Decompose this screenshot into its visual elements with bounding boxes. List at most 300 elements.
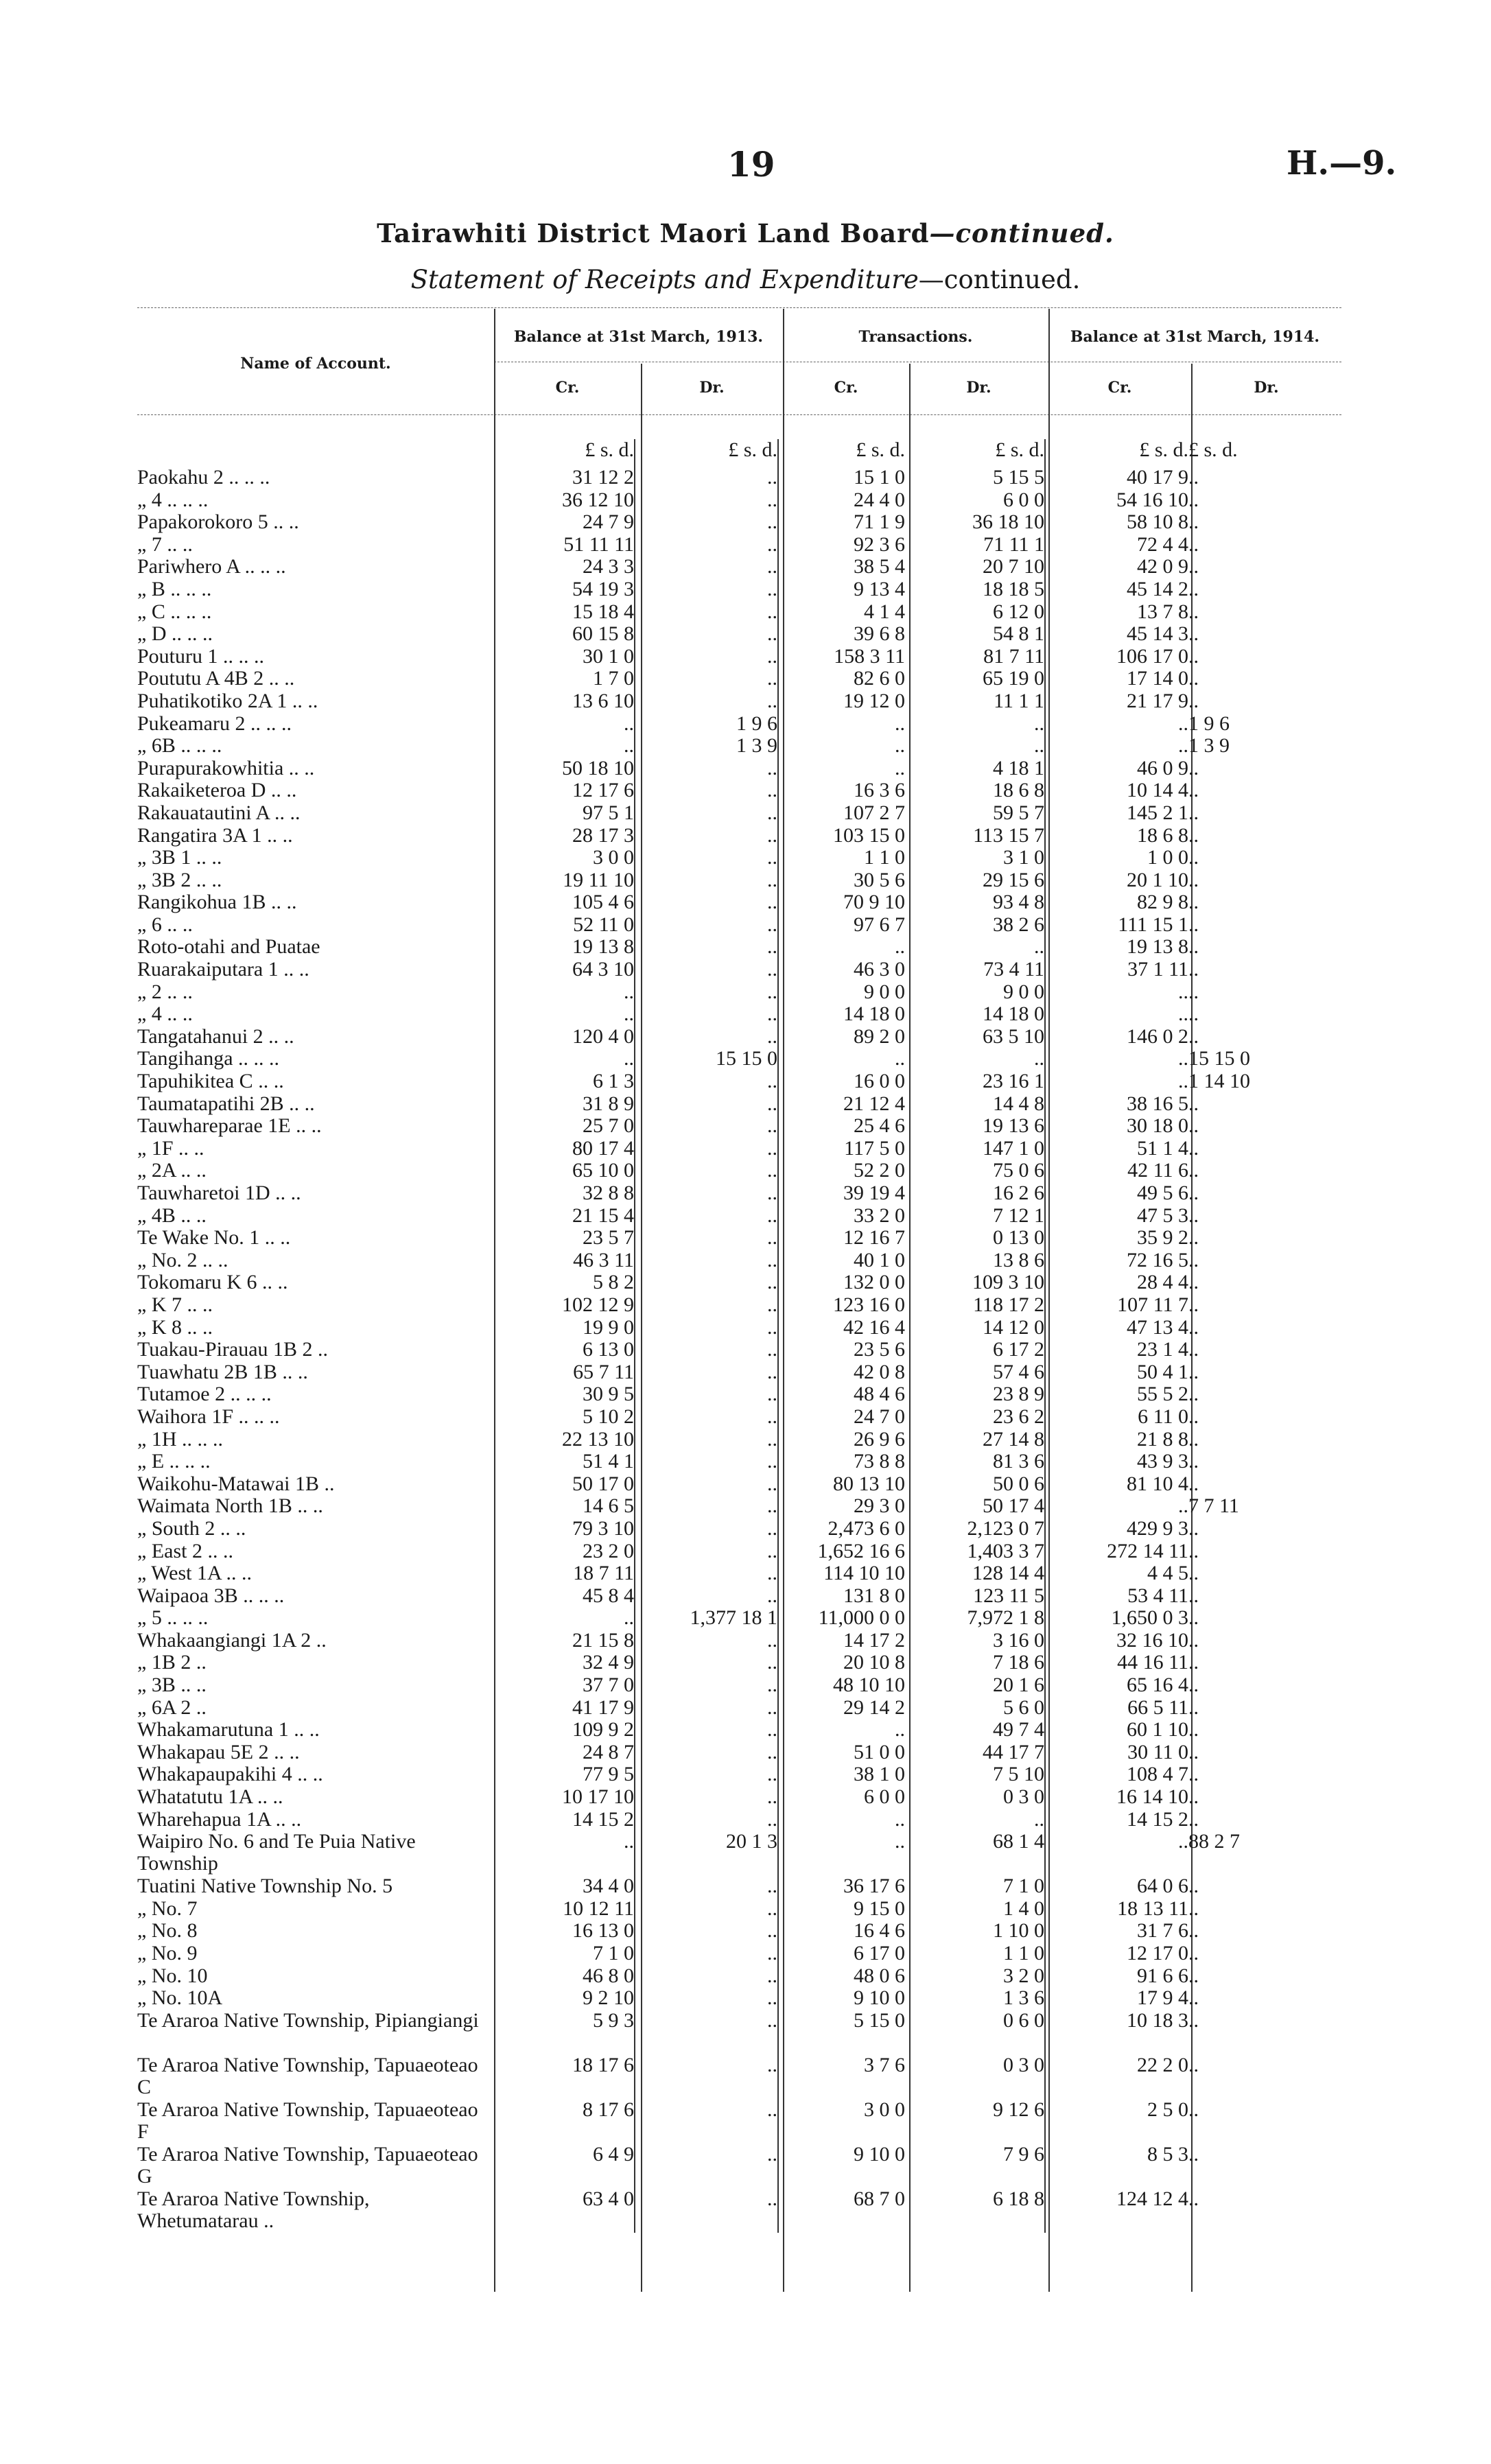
units-label: £ s. d. bbox=[905, 439, 1045, 467]
balance-1913-cr: .. bbox=[487, 713, 635, 736]
balance-1914-cr: 45 14 2 bbox=[1127, 577, 1188, 600]
units-row bbox=[137, 439, 1317, 467]
transactions-dr: 57 4 6 bbox=[905, 1361, 1045, 1384]
account-name: Rangatira 3A 1 .. .. bbox=[137, 823, 293, 847]
table-row bbox=[137, 758, 1317, 780]
balance-1914-cr: 53 4 11 bbox=[1127, 1584, 1188, 1607]
balance-1914-cr: 21 17 9 bbox=[1127, 689, 1188, 712]
balance-1913-cr: 18 17 6 bbox=[487, 2054, 635, 2099]
balance-1913-dr: .. bbox=[635, 1786, 778, 1809]
transactions-dr: 1 1 0 bbox=[905, 1943, 1045, 1965]
balance-1914-dr: .. bbox=[1188, 958, 1199, 981]
account-name: „ K 8 .. .. bbox=[137, 1315, 213, 1339]
balance-1913-dr: .. bbox=[635, 825, 778, 847]
balance-1913-cr: .. bbox=[487, 735, 635, 758]
table-row bbox=[137, 1607, 1317, 1630]
balance-1914-dr: .. bbox=[1188, 1807, 1199, 1831]
transactions-cr: 48 10 10 bbox=[833, 1674, 905, 1697]
balance-1914-dr: .. bbox=[1188, 823, 1199, 847]
table-row bbox=[137, 1115, 1317, 1138]
transactions-dr: 147 1 0 bbox=[905, 1138, 1045, 1160]
transactions-dr: 54 8 1 bbox=[905, 623, 1045, 646]
table-row bbox=[137, 825, 1317, 847]
balance-1914-cr: 20 1 10 bbox=[1127, 868, 1188, 891]
balance-1914-dr: .. bbox=[1188, 1092, 1199, 1115]
account-name: Tuatini Native Township No. 5 bbox=[137, 1875, 393, 1898]
header-name-of-account: Name of Account. bbox=[240, 355, 391, 373]
table-row bbox=[137, 646, 1317, 668]
account-name: Waipaoa 3B .. .. .. bbox=[137, 1584, 285, 1607]
balance-1914-cr: .. bbox=[1178, 734, 1188, 758]
balance-1914-cr: 42 11 6 bbox=[1127, 1159, 1188, 1182]
balance-1913-dr: .. bbox=[635, 1540, 778, 1563]
balance-1913-cr: 14 15 2 bbox=[487, 1809, 635, 1831]
transactions-cr: 11,000 0 0 bbox=[818, 1606, 905, 1630]
balance-1914-cr: 49 5 6 bbox=[1137, 1182, 1188, 1204]
account-name: Poututu A 4B 2 .. .. bbox=[137, 667, 295, 690]
balance-1913-cr: 19 9 0 bbox=[487, 1317, 635, 1339]
table-row bbox=[137, 1585, 1317, 1608]
balance-1914-dr: .. bbox=[1188, 1584, 1199, 1607]
balance-1914-cr: 22 2 0 bbox=[1137, 2053, 1188, 2076]
transactions-dr: 14 4 8 bbox=[905, 1093, 1045, 1116]
balance-1914-cr: 10 14 4 bbox=[1127, 779, 1188, 802]
balance-1913-dr: 1,377 18 1 bbox=[635, 1607, 778, 1630]
account-name: Tauwharetoi 1D .. .. bbox=[137, 1182, 301, 1204]
table-row bbox=[137, 1741, 1317, 1764]
transactions-dr: 3 1 0 bbox=[905, 847, 1045, 869]
table-row bbox=[137, 2010, 1317, 2054]
balance-1913-dr: 15 15 0 bbox=[635, 1048, 778, 1070]
balance-1913-cr: 46 3 11 bbox=[487, 1249, 635, 1272]
balance-1913-cr: 51 11 11 bbox=[487, 534, 635, 556]
transactions-dr: 109 3 10 bbox=[905, 1271, 1045, 1294]
transactions-dr: .. bbox=[905, 735, 1045, 758]
balance-1913-cr: 54 19 3 bbox=[487, 578, 635, 601]
account-name: „ 3B .. .. bbox=[137, 1674, 207, 1697]
balance-1913-dr: .. bbox=[635, 2054, 778, 2099]
balance-1913-dr: .. bbox=[635, 511, 778, 534]
balance-1914-cr: 47 13 4 bbox=[1127, 1315, 1188, 1339]
balance-1914-cr: 146 0 2 bbox=[1127, 1024, 1188, 1048]
transactions-dr: 75 0 6 bbox=[905, 1160, 1045, 1182]
header-transactions: Transactions. bbox=[858, 328, 973, 346]
table-row bbox=[137, 601, 1317, 624]
balance-1913-cr: 21 15 8 bbox=[487, 1630, 635, 1652]
transactions-dr: 36 18 10 bbox=[905, 511, 1045, 534]
balance-1913-dr: .. bbox=[635, 1429, 778, 1451]
balance-1914-cr: 14 15 2 bbox=[1127, 1807, 1188, 1831]
balance-1914-dr: .. bbox=[1188, 2053, 1199, 2076]
transactions-dr: 6 17 2 bbox=[905, 1339, 1045, 1361]
balance-1914-cr: 35 9 2 bbox=[1137, 1226, 1188, 1249]
balance-1913-dr: .. bbox=[635, 869, 778, 892]
transactions-dr: 118 17 2 bbox=[905, 1294, 1045, 1317]
balance-1914-cr: 16 14 10 bbox=[1116, 1785, 1188, 1809]
transactions-dr: 14 12 0 bbox=[905, 1317, 1045, 1339]
account-name: „ 5 .. .. .. bbox=[137, 1606, 209, 1630]
account-name: „ No. 7 bbox=[137, 1897, 198, 1920]
balance-1913-dr: .. bbox=[635, 1271, 778, 1294]
transactions-cr: 3 0 0 bbox=[864, 2098, 905, 2121]
balance-1914-dr: .. bbox=[1188, 622, 1199, 646]
transactions-cr: 1,652 16 6 bbox=[817, 1539, 905, 1562]
balance-1914-cr: 23 1 4 bbox=[1137, 1338, 1188, 1361]
balance-1913-dr: .. bbox=[635, 1138, 778, 1160]
transactions-dr: 20 1 6 bbox=[905, 1674, 1045, 1697]
transactions-cr: 21 12 4 bbox=[843, 1092, 905, 1115]
transactions-dr: 23 6 2 bbox=[905, 1406, 1045, 1429]
balance-1913-cr: 5 10 2 bbox=[487, 1406, 635, 1429]
account-name: Whakapau 5E 2 .. .. bbox=[137, 1740, 300, 1763]
account-name: „ D .. .. .. bbox=[137, 622, 213, 646]
balance-1913-dr: .. bbox=[635, 1920, 778, 1943]
transactions-cr: 29 14 2 bbox=[843, 1696, 905, 1719]
table-row bbox=[137, 1048, 1317, 1070]
balance-1913-dr: .. bbox=[635, 1875, 778, 1898]
balance-1913-dr: .. bbox=[635, 534, 778, 556]
balance-1914-dr: .. bbox=[1188, 1785, 1199, 1809]
table-row bbox=[137, 2188, 1317, 2233]
transactions-dr: 7 1 0 bbox=[905, 1875, 1045, 1898]
transactions-dr: 23 8 9 bbox=[905, 1383, 1045, 1406]
balance-1914-cr: 50 4 1 bbox=[1137, 1360, 1188, 1383]
table-row bbox=[137, 1026, 1317, 1048]
balance-1913-dr: .. bbox=[635, 1182, 778, 1205]
balance-1913-dr: .. bbox=[635, 2099, 778, 2144]
balance-1914-cr: 12 17 0 bbox=[1127, 1942, 1188, 1964]
balance-1914-cr: 6 11 0 bbox=[1138, 1405, 1188, 1428]
transactions-dr: 3 16 0 bbox=[905, 1630, 1045, 1652]
balance-1914-dr: 7 7 11 bbox=[1188, 1494, 1239, 1518]
table-row bbox=[137, 1317, 1317, 1339]
title-suffix: —continued. bbox=[929, 218, 1114, 248]
balance-1914-dr: .. bbox=[1188, 1964, 1199, 1987]
balance-1914-cr: .. bbox=[1178, 1070, 1188, 1093]
balance-1914-cr: .. bbox=[1178, 1002, 1188, 1026]
balance-1914-cr: 51 1 4 bbox=[1137, 1136, 1188, 1160]
balance-1914-cr: 82 9 8 bbox=[1137, 891, 1188, 914]
balance-1914-dr: .. bbox=[1188, 2187, 1199, 2210]
transactions-dr: 1,403 3 7 bbox=[905, 1540, 1045, 1563]
balance-1913-cr: 37 7 0 bbox=[487, 1674, 635, 1697]
table-row bbox=[137, 1093, 1317, 1116]
balance-1914-dr: .. bbox=[1188, 1248, 1199, 1271]
balance-1913-cr: 32 4 9 bbox=[487, 1652, 635, 1674]
balance-1914-dr: .. bbox=[1188, 1293, 1199, 1316]
balance-1913-cr: 120 4 0 bbox=[487, 1026, 635, 1048]
transactions-dr: 7 5 10 bbox=[905, 1763, 1045, 1786]
account-name: „ West 1A .. .. bbox=[137, 1562, 253, 1585]
balance-1913-dr: .. bbox=[635, 1070, 778, 1093]
balance-1913-cr: 36 12 10 bbox=[487, 489, 635, 512]
balance-1914-dr: .. bbox=[1188, 756, 1199, 779]
balance-1914-dr: .. bbox=[1188, 2008, 1199, 2032]
table-row bbox=[137, 2099, 1317, 2144]
transactions-cr: 24 4 0 bbox=[854, 488, 905, 511]
balance-1913-dr: .. bbox=[635, 802, 778, 825]
transactions-dr: 1 3 6 bbox=[905, 1987, 1045, 2010]
transactions-cr: 40 1 0 bbox=[854, 1248, 905, 1271]
transactions-cr: .. bbox=[895, 712, 905, 735]
account-name: „ 4B .. .. bbox=[137, 1204, 207, 1227]
transactions-cr: 103 15 0 bbox=[833, 823, 905, 847]
transactions-dr: 16 2 6 bbox=[905, 1182, 1045, 1205]
transactions-cr: 9 0 0 bbox=[864, 980, 905, 1003]
balance-1914-cr: 107 11 7 bbox=[1117, 1293, 1188, 1316]
balance-1914-cr: .. bbox=[1178, 1830, 1188, 1853]
table-row bbox=[137, 2144, 1317, 2188]
balance-1913-cr: .. bbox=[487, 1003, 635, 1026]
transactions-dr: 59 5 7 bbox=[905, 802, 1045, 825]
balance-1913-cr: 3 0 0 bbox=[487, 847, 635, 869]
balance-1914-cr: 111 15 1 bbox=[1118, 913, 1188, 936]
balance-1914-cr: 106 17 0 bbox=[1116, 644, 1188, 668]
balance-1913-dr: .. bbox=[635, 489, 778, 512]
balance-1914-dr: .. bbox=[1188, 1226, 1199, 1249]
transactions-cr: 97 6 7 bbox=[854, 913, 905, 936]
balance-1914-cr: 108 4 7 bbox=[1127, 1763, 1188, 1786]
table-row bbox=[137, 511, 1317, 534]
account-name: Purapurakowhitia .. .. bbox=[137, 756, 315, 779]
balance-1913-cr: 12 17 6 bbox=[487, 779, 635, 802]
transactions-cr: .. bbox=[895, 734, 905, 758]
transactions-dr: .. bbox=[905, 1809, 1045, 1831]
transactions-cr: 38 5 4 bbox=[854, 555, 905, 578]
page-subtitle bbox=[0, 265, 1491, 294]
accounts-table-body bbox=[137, 439, 1317, 2233]
balance-1913-cr: 1 7 0 bbox=[487, 668, 635, 690]
balance-1914-dr: .. bbox=[1188, 801, 1199, 824]
balance-1913-dr: .. bbox=[635, 1809, 778, 1831]
account-name: „ No. 9 bbox=[137, 1942, 198, 1964]
table-row bbox=[137, 1182, 1317, 1205]
transactions-cr: 30 5 6 bbox=[854, 868, 905, 891]
table-row bbox=[137, 1138, 1317, 1160]
balance-1914-cr: 18 6 8 bbox=[1137, 823, 1188, 847]
balance-1914-dr: .. bbox=[1188, 667, 1199, 690]
balance-1914-dr: .. bbox=[1188, 1182, 1199, 1204]
balance-1913-cr: .. bbox=[487, 1048, 635, 1070]
balance-1914-cr: 38 16 5 bbox=[1127, 1092, 1188, 1115]
transactions-dr: 50 17 4 bbox=[905, 1495, 1045, 1518]
balance-1914-dr: .. bbox=[1188, 1360, 1199, 1383]
balance-1914-dr: 88 2 7 bbox=[1188, 1830, 1240, 1853]
transactions-dr: 20 7 10 bbox=[905, 556, 1045, 578]
account-name: Pouturu 1 .. .. .. bbox=[137, 644, 265, 668]
account-name: „ 6A 2 .. bbox=[137, 1696, 207, 1719]
balance-1914-dr: .. bbox=[1188, 1002, 1199, 1026]
table-row bbox=[137, 534, 1317, 556]
balance-1914-dr: .. bbox=[1188, 1159, 1199, 1182]
balance-1913-cr: 23 5 7 bbox=[487, 1227, 635, 1249]
table-row bbox=[137, 1831, 1317, 1875]
balance-1913-dr: .. bbox=[635, 1093, 778, 1116]
table-row bbox=[137, 1562, 1317, 1585]
transactions-dr: 44 17 7 bbox=[905, 1741, 1045, 1764]
table-row bbox=[137, 847, 1317, 869]
header-top-rule bbox=[137, 307, 1341, 308]
transactions-dr: 73 4 11 bbox=[905, 959, 1045, 981]
transactions-cr: 16 0 0 bbox=[854, 1070, 905, 1093]
balance-1914-dr: .. bbox=[1188, 1875, 1199, 1898]
balance-1913-dr: .. bbox=[635, 1763, 778, 1786]
account-name: Roto-otahi and Puatae bbox=[137, 935, 320, 959]
table-row bbox=[137, 869, 1317, 892]
balance-1914-cr: 32 16 10 bbox=[1116, 1628, 1188, 1652]
balance-1913-cr: 19 11 10 bbox=[487, 869, 635, 892]
account-name: „ 4 .. .. bbox=[137, 1002, 193, 1026]
transactions-dr: 6 18 8 bbox=[905, 2188, 1045, 2233]
account-name: Waihora 1F .. .. .. bbox=[137, 1405, 280, 1428]
account-name: Wharehapua 1A .. .. bbox=[137, 1807, 302, 1831]
balance-1913-cr: 97 5 1 bbox=[487, 802, 635, 825]
balance-1914-dr: .. bbox=[1188, 689, 1199, 712]
accounts-table bbox=[137, 439, 1317, 2233]
balance-1913-cr: 5 8 2 bbox=[487, 1271, 635, 1294]
page-title bbox=[0, 218, 1491, 248]
transactions-dr: 18 6 8 bbox=[905, 779, 1045, 802]
balance-1914-cr: 46 0 9 bbox=[1137, 756, 1188, 779]
balance-1914-cr: 43 9 3 bbox=[1137, 1450, 1188, 1473]
account-name: Tuawhatu 2B 1B .. .. bbox=[137, 1360, 308, 1383]
balance-1914-dr: .. bbox=[1188, 891, 1199, 914]
transactions-dr: 128 14 4 bbox=[905, 1562, 1045, 1585]
balance-1914-cr: 429 9 3 bbox=[1127, 1516, 1188, 1540]
account-name: Puhatikotiko 2A 1 .. .. bbox=[137, 689, 318, 712]
balance-1913-dr: .. bbox=[635, 1987, 778, 2010]
transactions-cr: 12 16 7 bbox=[843, 1226, 905, 1249]
balance-1914-cr: 19 13 8 bbox=[1127, 935, 1188, 959]
balance-1913-dr: .. bbox=[635, 646, 778, 668]
transactions-cr: 25 4 6 bbox=[854, 1114, 905, 1138]
balance-1913-cr: 32 8 8 bbox=[487, 1182, 635, 1205]
account-name: Whakaangiangi 1A 2 .. bbox=[137, 1628, 327, 1652]
balance-1914-cr: 60 1 10 bbox=[1127, 1718, 1188, 1741]
balance-1913-cr: .. bbox=[487, 1607, 635, 1630]
balance-1914-cr: 55 5 2 bbox=[1137, 1383, 1188, 1406]
table-row bbox=[137, 623, 1317, 646]
balance-1913-cr: 19 13 8 bbox=[487, 936, 635, 959]
transactions-dr: 4 18 1 bbox=[905, 758, 1045, 780]
account-name: „ C .. .. .. bbox=[137, 600, 212, 623]
balance-1914-dr: .. bbox=[1188, 1763, 1199, 1786]
balance-1913-dr: .. bbox=[635, 690, 778, 713]
balance-1914-cr: 30 11 0 bbox=[1127, 1740, 1188, 1763]
balance-1914-cr: .. bbox=[1178, 1047, 1188, 1070]
table-row bbox=[137, 1763, 1317, 1786]
transactions-cr: 131 8 0 bbox=[843, 1584, 905, 1607]
transactions-dr: .. bbox=[905, 936, 1045, 959]
balance-1913-cr: 77 9 5 bbox=[487, 1763, 635, 1786]
balance-1913-cr: 16 13 0 bbox=[487, 1920, 635, 1943]
balance-1913-dr: .. bbox=[635, 1562, 778, 1585]
transactions-cr: 42 0 8 bbox=[854, 1360, 905, 1383]
transactions-dr: 81 3 6 bbox=[905, 1451, 1045, 1473]
balance-1914-cr: 4 4 5 bbox=[1147, 1562, 1188, 1585]
balance-1914-dr: .. bbox=[1188, 846, 1199, 869]
account-name: Rakaiketeroa D .. .. bbox=[137, 779, 297, 802]
account-name: „ 3B 2 .. .. bbox=[137, 868, 222, 891]
balance-1913-dr: .. bbox=[635, 1898, 778, 1921]
transactions-cr: 9 15 0 bbox=[854, 1897, 905, 1920]
balance-1913-cr: 7 1 0 bbox=[487, 1943, 635, 1965]
transactions-dr: 7,972 1 8 bbox=[905, 1607, 1045, 1630]
balance-1914-dr: .. bbox=[1188, 1338, 1199, 1361]
balance-1913-dr: .. bbox=[635, 981, 778, 1004]
transactions-cr: 52 2 0 bbox=[854, 1159, 905, 1182]
balance-1913-dr: .. bbox=[635, 2188, 778, 2233]
balance-1913-dr: .. bbox=[635, 1965, 778, 1988]
transactions-cr: 14 18 0 bbox=[843, 1002, 905, 1026]
balance-1914-cr: 145 2 1 bbox=[1127, 801, 1188, 824]
balance-1914-cr: 2 5 0 bbox=[1147, 2098, 1188, 2121]
balance-1913-dr: 20 1 3 bbox=[635, 1831, 778, 1875]
account-name: Paokahu 2 .. .. .. bbox=[137, 466, 270, 489]
units-label: £ s. d. bbox=[1188, 438, 1238, 461]
transactions-cr: 6 0 0 bbox=[864, 1785, 905, 1809]
account-name: „ East 2 .. .. bbox=[137, 1539, 233, 1562]
transactions-cr: 158 3 11 bbox=[834, 644, 905, 668]
account-name: Waimata North 1B .. .. bbox=[137, 1494, 323, 1518]
transactions-cr: 23 5 6 bbox=[854, 1338, 905, 1361]
account-name: „ 1F .. .. bbox=[137, 1136, 204, 1160]
balance-1914-dr: .. bbox=[1188, 1539, 1199, 1562]
transactions-dr: 9 0 0 bbox=[905, 981, 1045, 1004]
account-name: Whakamarutuna 1 .. .. bbox=[137, 1718, 320, 1741]
transactions-dr: 0 6 0 bbox=[905, 2010, 1045, 2054]
balance-1914-dr: .. bbox=[1188, 488, 1199, 511]
transactions-cr: 39 19 4 bbox=[843, 1182, 905, 1204]
account-name: „ No. 2 .. .. bbox=[137, 1248, 228, 1271]
balance-1913-dr: .. bbox=[635, 758, 778, 780]
table-row bbox=[137, 1987, 1317, 2010]
balance-1913-cr: 63 4 0 bbox=[487, 2188, 635, 2233]
table-row bbox=[137, 1429, 1317, 1451]
balance-1913-dr: .. bbox=[635, 467, 778, 489]
transactions-dr: 7 18 6 bbox=[905, 1652, 1045, 1674]
table-row bbox=[137, 1383, 1317, 1406]
table-row bbox=[137, 1943, 1317, 1965]
document-reference: H.—9. bbox=[1287, 144, 1397, 183]
transactions-cr: 5 15 0 bbox=[854, 2008, 905, 2032]
table-row bbox=[137, 1406, 1317, 1429]
balance-1913-cr: 13 6 10 bbox=[487, 690, 635, 713]
balance-1913-dr: .. bbox=[635, 1518, 778, 1540]
account-name: „ 1B 2 .. bbox=[137, 1651, 207, 1674]
table-row bbox=[137, 1674, 1317, 1697]
header-cr: Cr. bbox=[834, 379, 858, 397]
transactions-dr: 29 15 6 bbox=[905, 869, 1045, 892]
table-row bbox=[137, 2054, 1317, 2099]
balance-1913-cr: 8 17 6 bbox=[487, 2099, 635, 2144]
balance-1914-dr: .. bbox=[1188, 1942, 1199, 1964]
balance-1913-cr: 14 6 5 bbox=[487, 1495, 635, 1518]
account-name: „ 2A .. .. bbox=[137, 1159, 207, 1182]
balance-1913-cr: 50 18 10 bbox=[487, 758, 635, 780]
transactions-cr: .. bbox=[895, 935, 905, 959]
balance-1914-dr: .. bbox=[1188, 1740, 1199, 1763]
balance-1914-cr: 64 0 6 bbox=[1137, 1875, 1188, 1898]
balance-1914-dr: .. bbox=[1188, 1919, 1199, 1943]
table-row bbox=[137, 1809, 1317, 1831]
balance-1913-dr: .. bbox=[635, 601, 778, 624]
transactions-dr: 5 15 5 bbox=[905, 467, 1045, 489]
table-row bbox=[137, 779, 1317, 802]
transactions-dr: 123 11 5 bbox=[905, 1585, 1045, 1608]
header-balance-1913: Balance at 31st March, 1913. bbox=[513, 328, 764, 346]
balance-1913-dr: .. bbox=[635, 1741, 778, 1764]
